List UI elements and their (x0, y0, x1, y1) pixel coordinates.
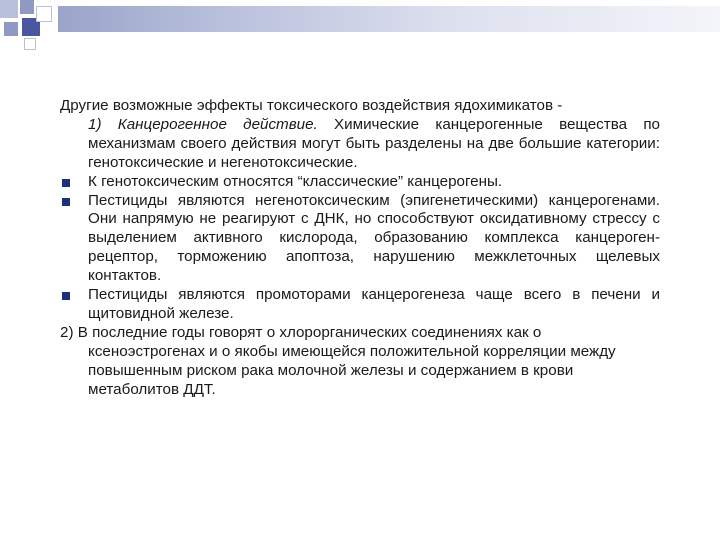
header-decoration-band (58, 6, 720, 32)
item-2: 2) В последние годы говорят о хлорорганических соединениях как о ксеноэстрогенах и о якобы имеющейся положительной корреляции между повышенным риском рака молочной железы и содержанием в крови метаболитов ДДТ. (60, 323, 616, 398)
decor-square (4, 22, 18, 36)
decor-square (20, 0, 34, 14)
bullet-text: К генотоксическим относятся “классические” канцерогены. (88, 172, 503, 190)
bullet-item (60, 286, 660, 324)
item-1-text: Химические канцерогенные вещества по механизмам своего действия могут быть разделены на две большие категории: генотоксические и негенотоксические. (88, 115, 660, 171)
item-1 (60, 116, 660, 173)
square-bullet-icon (62, 292, 70, 300)
intro-text: Другие возможные эффекты токсического воздействия ядохимикатов - (60, 97, 563, 114)
bullet-item (60, 192, 660, 287)
decor-square (24, 38, 36, 50)
bullet-item (60, 173, 660, 192)
decor-square (0, 0, 18, 18)
bullet-text: Пестициды являются промоторами канцерогенеза чаще всего в печени и щитовидной железе. (88, 286, 660, 322)
square-bullet-icon (62, 179, 70, 187)
slide-body (60, 97, 660, 400)
bullet-text: Пестициды являются негенотоксическим (эпигенетическими) канцерогенами. Они напрямую не реагируют с ДНК, но способствуют оксидативному стрессу с выделением активного кислорода, образованию комплекса канцероген-рецептор, торможению апоптоза, нарушению межклеточных щелевых контактов. (88, 191, 660, 285)
square-bullet-icon (62, 198, 70, 206)
item-1-label: 1) Канцерогенное действие. (88, 115, 318, 133)
decor-square (36, 6, 52, 22)
